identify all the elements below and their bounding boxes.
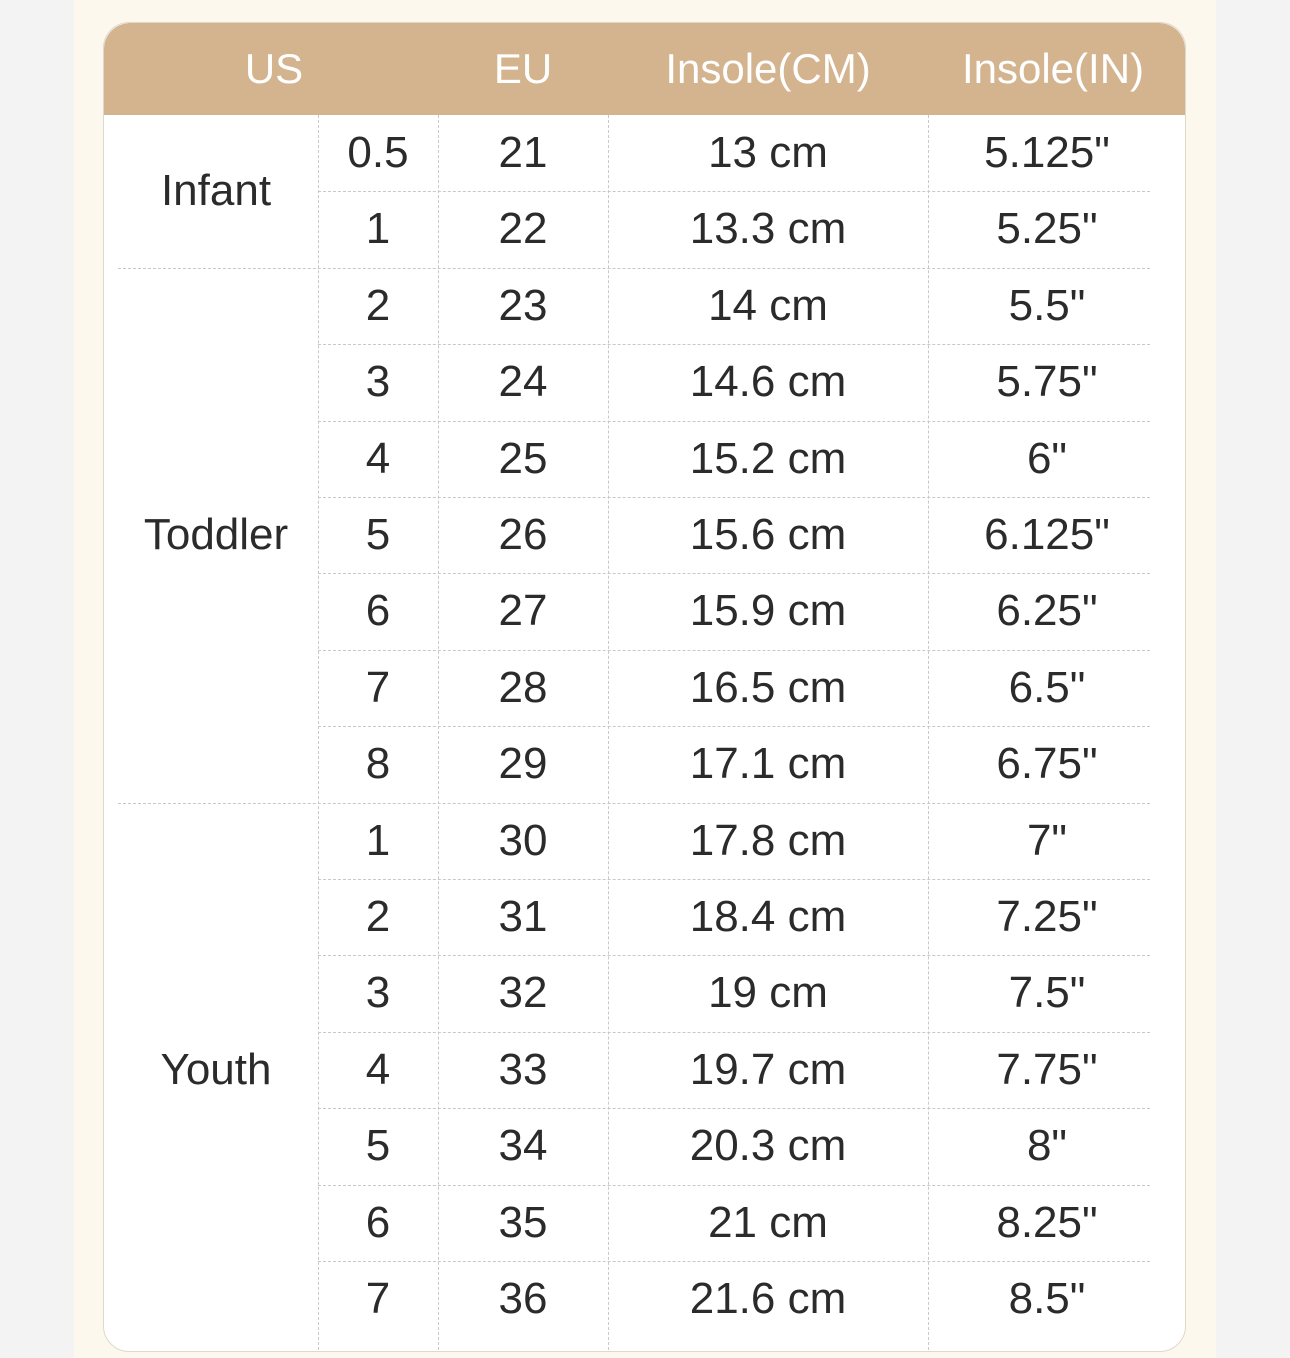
cell-us: 6	[365, 586, 391, 636]
cell-eu: 25	[498, 433, 548, 483]
cell-us: 2	[365, 892, 391, 941]
group-label-infant: Infant	[160, 166, 272, 216]
cell-eu: 27	[498, 586, 548, 636]
cell-insole-cm: 13 cm	[708, 128, 828, 177]
cell-us: 6	[365, 1197, 391, 1247]
cell-us: 7	[365, 662, 391, 712]
cell-eu: 35	[498, 1197, 548, 1247]
header-eu: EU	[493, 45, 553, 92]
header-insole-in: Insole(IN)	[961, 45, 1145, 92]
cell-eu: 28	[498, 662, 548, 712]
table-body	[104, 115, 1185, 1352]
cell-us: 2	[365, 280, 391, 330]
cell-insole-in: 8.25"	[996, 1197, 1098, 1247]
cell-insole-in: 5.5"	[1008, 280, 1086, 330]
cell-insole-cm: 21 cm	[708, 1197, 828, 1247]
cell-insole-in: 6.25"	[996, 586, 1098, 636]
cell-insole-in: 6.125"	[984, 510, 1110, 559]
cell-insole-cm: 13.3 cm	[689, 204, 847, 254]
cell-insole-cm: 17.8 cm	[689, 815, 847, 865]
cell-eu: 36	[498, 1274, 548, 1323]
cell-us: 5	[365, 1121, 391, 1171]
cell-eu: 29	[498, 739, 548, 789]
cell-insole-cm: 21.6 cm	[689, 1274, 847, 1323]
size-chart-table	[103, 22, 1186, 1352]
header-insole-cm: Insole(CM)	[665, 45, 871, 92]
cell-insole-in: 8"	[1026, 1121, 1068, 1171]
cell-eu: 34	[498, 1121, 548, 1171]
cell-us: 8	[365, 739, 391, 789]
cell-eu: 21	[498, 128, 548, 177]
cell-us: 5	[365, 510, 391, 559]
cell-insole-in: 7.25"	[996, 892, 1098, 941]
cell-insole-cm: 16.5 cm	[689, 662, 847, 712]
cell-eu: 26	[498, 510, 548, 559]
cell-insole-cm: 20.3 cm	[689, 1121, 847, 1171]
cell-eu: 33	[498, 1044, 548, 1094]
group-label-toddler: Toddler	[143, 510, 289, 560]
cell-insole-cm: 14.6 cm	[689, 357, 847, 407]
cell-insole-in: 7.5"	[1008, 968, 1086, 1018]
group-label-youth: Youth	[160, 1045, 272, 1094]
cell-insole-in: 5.25"	[996, 204, 1098, 254]
cell-us: 3	[365, 968, 391, 1018]
cell-insole-cm: 19 cm	[708, 968, 828, 1018]
cell-insole-cm: 15.9 cm	[689, 586, 847, 636]
cell-insole-in: 5.125"	[984, 128, 1110, 177]
cell-insole-cm: 15.2 cm	[689, 433, 847, 483]
cell-eu: 22	[498, 204, 548, 254]
cell-us: 1	[365, 815, 391, 865]
cell-us: 7	[365, 1274, 391, 1323]
cell-insole-cm: 15.6 cm	[689, 510, 847, 559]
cell-us: 4	[365, 433, 391, 483]
cell-us: 3	[365, 357, 391, 407]
table-header	[104, 23, 1185, 115]
cell-eu: 30	[498, 815, 548, 865]
cell-insole-in: 6.75"	[996, 739, 1098, 789]
cell-eu: 24	[498, 357, 548, 407]
header-us: US	[244, 45, 304, 92]
cell-eu: 31	[498, 892, 548, 941]
cell-insole-in: 7"	[1026, 815, 1068, 865]
cell-insole-in: 6.5"	[1008, 662, 1086, 712]
cell-us: 1	[365, 204, 391, 254]
cell-insole-in: 6"	[1026, 433, 1068, 483]
cell-insole-cm: 19.7 cm	[689, 1044, 847, 1094]
cell-eu: 23	[498, 280, 548, 330]
cell-insole-in: 5.75"	[996, 357, 1098, 407]
cell-eu: 32	[498, 968, 548, 1018]
cell-insole-cm: 17.1 cm	[689, 739, 847, 789]
cell-insole-cm: 14 cm	[708, 280, 828, 330]
cell-insole-in: 8.5"	[1008, 1274, 1086, 1323]
cell-insole-in: 7.75"	[996, 1044, 1098, 1094]
cell-us: 0.5	[347, 128, 409, 177]
cell-insole-cm: 18.4 cm	[689, 892, 847, 941]
cell-us: 4	[365, 1044, 391, 1094]
